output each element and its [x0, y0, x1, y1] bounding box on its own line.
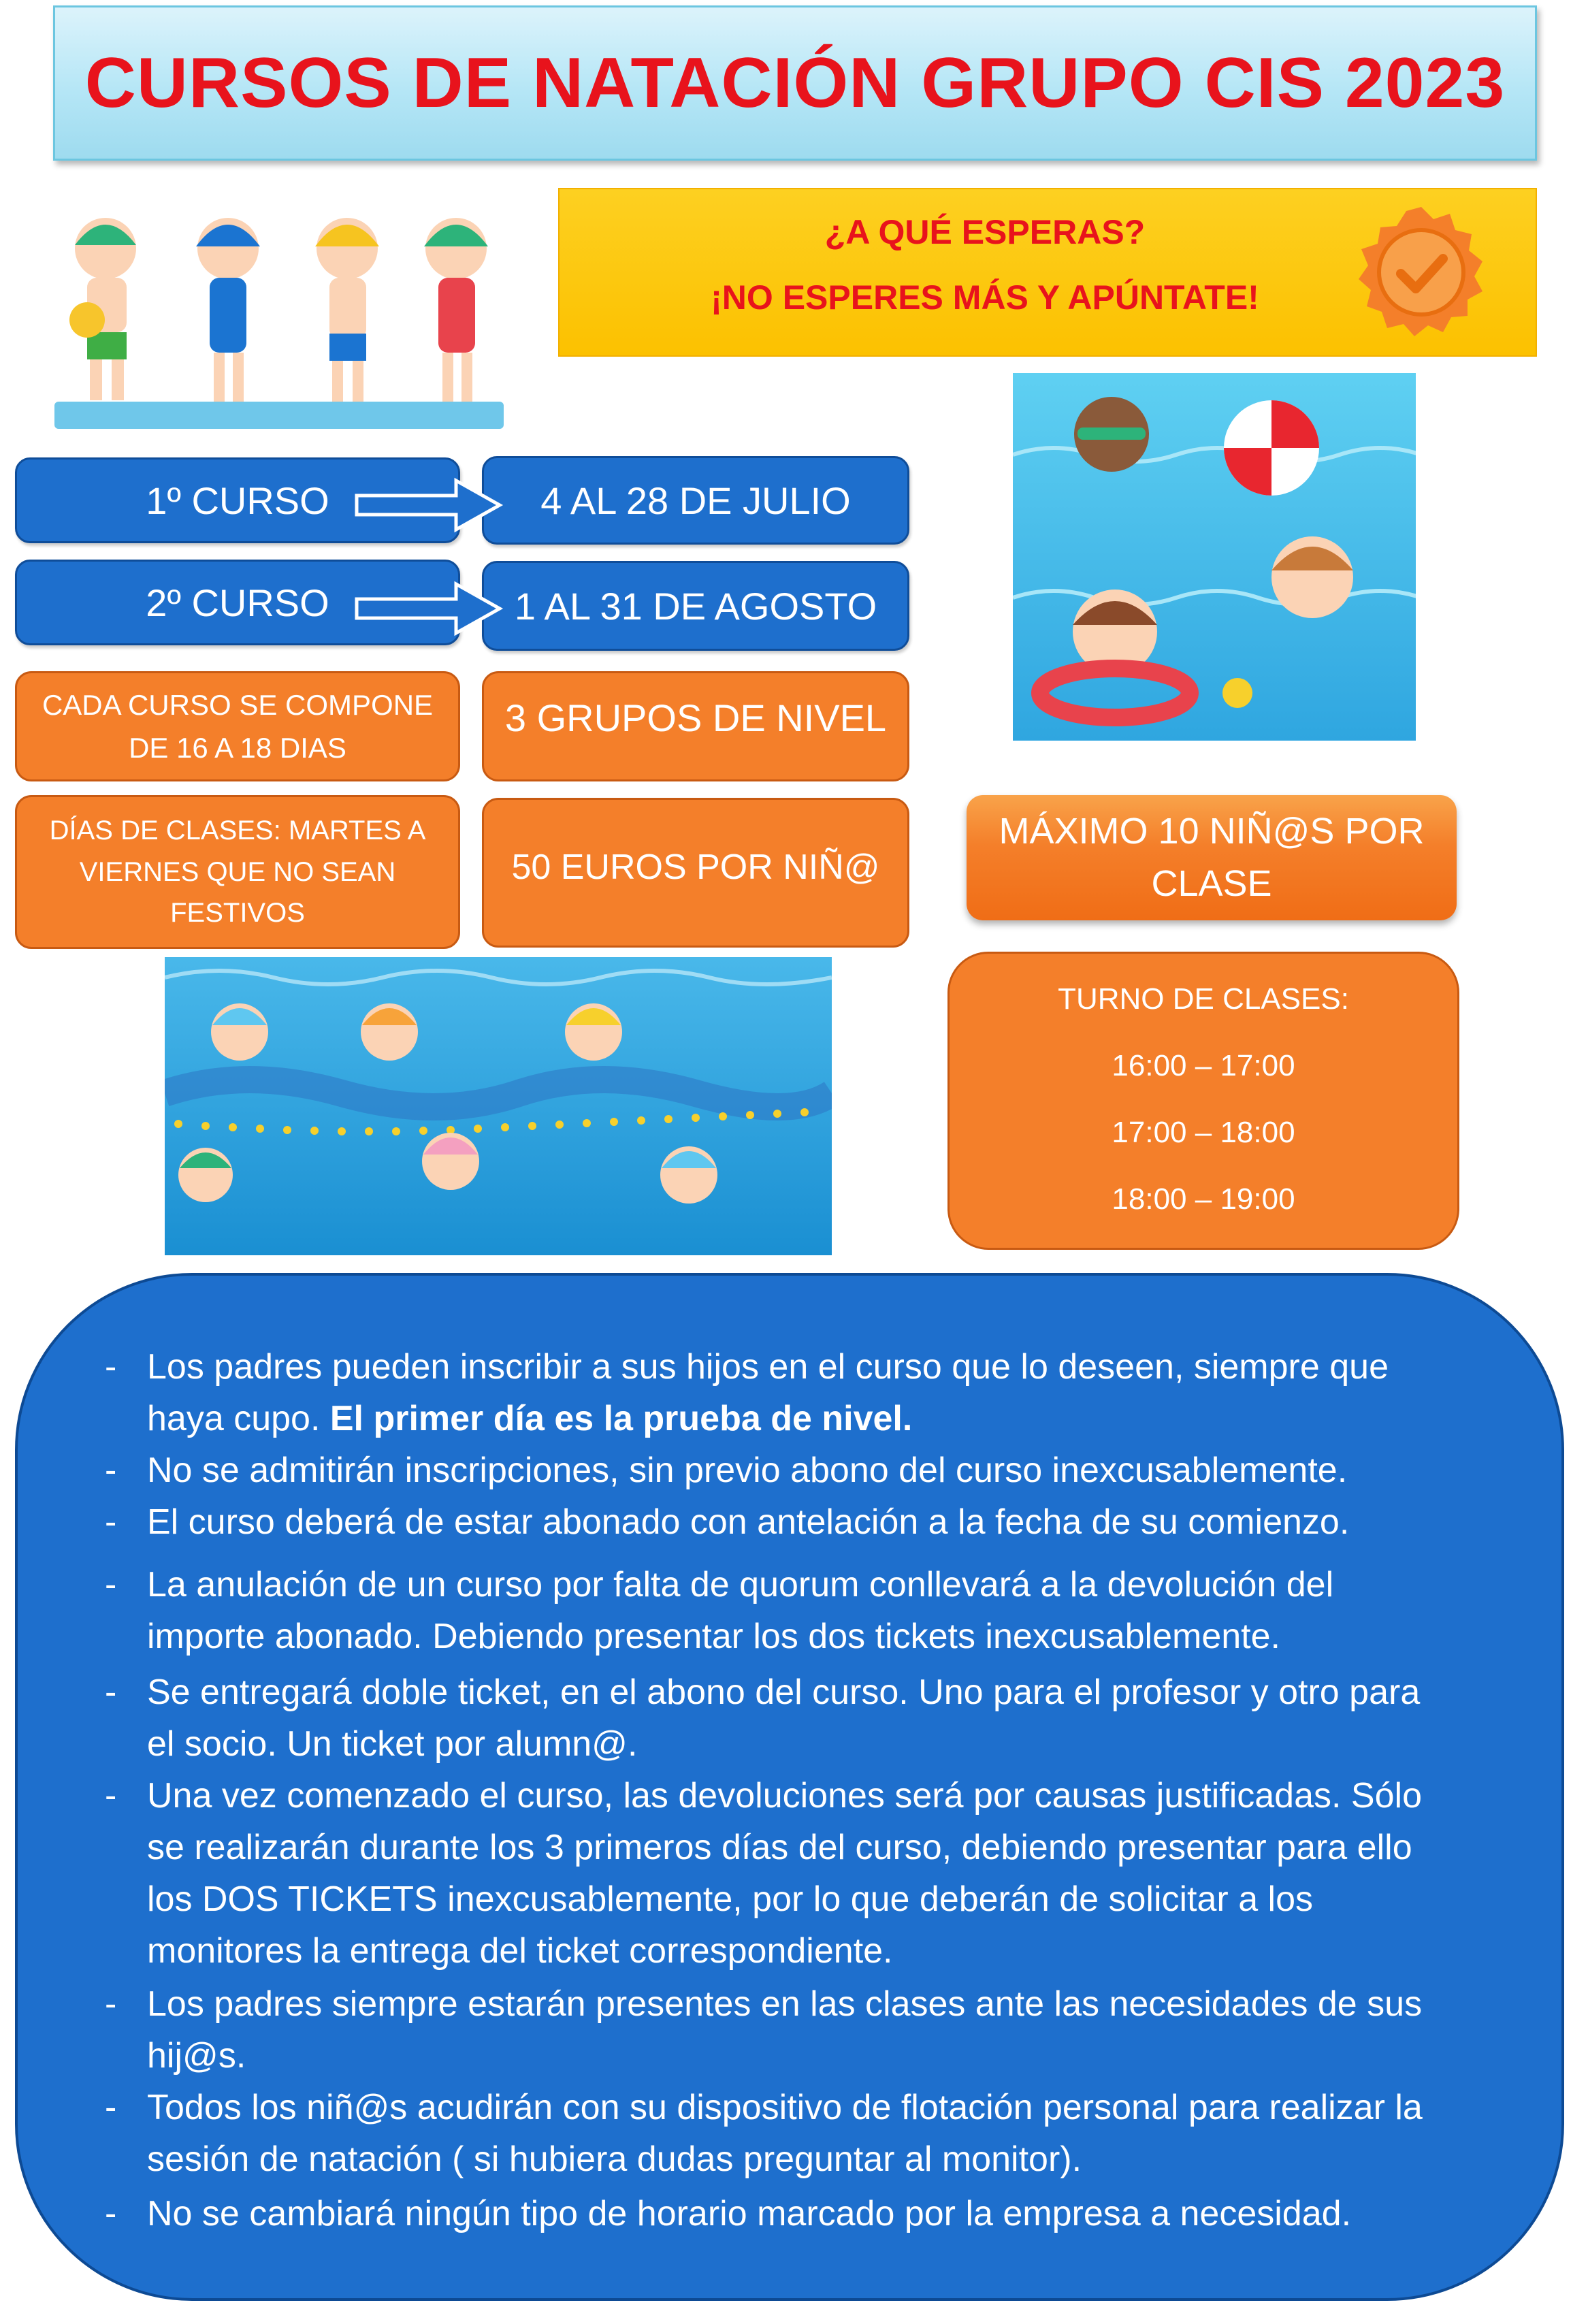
course-1-dates-text: 4 AL 28 DE JULIO [540, 479, 851, 522]
schedule-slot: 17:00 – 18:00 [1112, 1116, 1295, 1149]
rule-6-line-4: monitores la entrega del ticket correspondiente. [147, 1931, 893, 1971]
composition-line-2: DE 16 A 18 DIAS [129, 732, 346, 764]
course-2-dates [482, 561, 909, 651]
rule-1-line-2 [147, 1393, 1502, 1445]
rule-7-line-1: Los padres siempre estarán presentes en las clases ante las necesidades de sus [147, 1984, 1423, 2024]
rule-item [105, 1978, 1502, 2082]
rule-5-line-2: el socio. Un ticket por alumn@. [147, 1724, 638, 1764]
level-groups-box [482, 671, 909, 781]
rules-box [15, 1273, 1564, 2301]
promo-question: ¿A QUÉ ESPERAS? [824, 213, 1146, 251]
course-2-dates-text: 1 AL 31 DE AGOSTO [514, 584, 877, 628]
rule-item [105, 1341, 1502, 1445]
bullet-dash: - [105, 1451, 117, 1490]
rule-4-line-1: La anulación de un curso por falta de quorum conllevará a la devolución del [147, 1565, 1334, 1604]
course-1-name: 1º CURSO [146, 479, 329, 522]
class-days-line-1: DÍAS DE CLASES: MARTES A [49, 815, 426, 845]
schedule-slot: 16:00 – 17:00 [1112, 1049, 1295, 1082]
title-banner [53, 5, 1537, 161]
bullet-dash: - [105, 2194, 117, 2233]
rule-item [105, 1559, 1502, 1662]
price-text: 50 EUROS POR NIÑ@ [511, 848, 880, 887]
composition-line-1: CADA CURSO SE COMPONE [42, 689, 434, 721]
bullet-dash: - [105, 1565, 117, 1604]
rule-item [105, 1496, 1502, 1548]
class-days-line-3: FESTIVOS [170, 898, 305, 929]
bullet-dash: - [105, 1347, 117, 1387]
price-box [482, 798, 909, 948]
schedule-box [947, 952, 1459, 1250]
rule-1-line-1: Los padres pueden inscribir a sus hijos en el curso que lo deseen, siempre que [147, 1347, 1389, 1387]
rule-1-emphasis: El primer día es la prueba de nivel. [329, 1399, 913, 1438]
rule-9-text: No se cambiará ningún tipo de horario marcado por la empresa a necesidad. [147, 2194, 1352, 2233]
promo-call-to-action: ¡NO ESPERES MÁS Y APÚNTATE! [711, 278, 1259, 317]
rule-6-line-2: se realizarán durante los 3 primeros días del curso, debiendo presentar para ello [147, 1828, 1412, 1867]
kids-swimwear-illustration [48, 197, 511, 442]
bullet-dash: - [105, 1984, 117, 2024]
rule-item [105, 2082, 1502, 2185]
class-days-line-2: VIERNES QUE NO SEAN [79, 856, 396, 887]
right-arrow-icon [354, 580, 504, 637]
rule-3-text: El curso deberá de estar abonado con antelación a la fecha de su comienzo. [147, 1502, 1350, 1542]
rule-8-line-1: Todos los niñ@s acudirán con su dispositivo de flotación personal para realizar la [147, 2088, 1423, 2127]
pool-kids-illustration [1013, 373, 1416, 741]
bullet-dash: - [105, 2088, 117, 2127]
rule-4-line-2: importe abonado. Debiendo presentar los dos tickets inexcusablemente. [147, 1617, 1280, 1656]
schedule-slot: 18:00 – 19:00 [1112, 1182, 1295, 1216]
max-kids-line-2: CLASE [1151, 863, 1272, 904]
course-1-dates [482, 456, 909, 545]
bullet-dash: - [105, 1673, 117, 1712]
rule-7-line-2: hij@s. [147, 2036, 246, 2076]
rule-item [105, 1770, 1502, 1977]
rule-1-text: haya cupo. [147, 1399, 330, 1438]
max-kids-box [967, 795, 1457, 920]
swimmers-lane-illustration [165, 957, 832, 1255]
rule-6-line-1: Una vez comenzado el curso, las devoluciones será por causas justificadas. Sólo [147, 1776, 1422, 1815]
rule-5-line-1: Se entregará doble ticket, en el abono del curso. Uno para el profesor y otro para [147, 1673, 1421, 1712]
rule-6-line-3: los DOS TICKETS inexcusablemente, por lo que deberán de solicitar a los [147, 1879, 1314, 1919]
schedule-heading: TURNO DE CLASES: [1058, 982, 1349, 1016]
bullet-dash: - [105, 1502, 117, 1542]
course-2-name: 2º CURSO [146, 581, 329, 624]
rule-item [105, 1666, 1502, 1770]
max-kids-line-1: MÁXIMO 10 NIÑ@S POR [999, 811, 1425, 852]
bullet-dash: - [105, 1776, 117, 1815]
rule-item [105, 1445, 1502, 1496]
rule-8-line-2: sesión de natación ( si hubiera dudas preguntar al monitor). [147, 2140, 1082, 2179]
page-title: CURSOS DE NATACIÓN GRUPO CIS 2023 [84, 43, 1506, 123]
right-arrow-icon [354, 477, 504, 534]
level-groups-text: 3 GRUPOS DE NIVEL [504, 696, 887, 739]
rule-item [105, 2188, 1502, 2240]
class-days-box [15, 795, 460, 949]
rule-2-text: No se admitirán inscripciones, sin previo abono del curso inexcusablemente. [147, 1451, 1348, 1490]
checkmark-badge-icon [1353, 204, 1489, 340]
course-composition-box [15, 671, 460, 781]
